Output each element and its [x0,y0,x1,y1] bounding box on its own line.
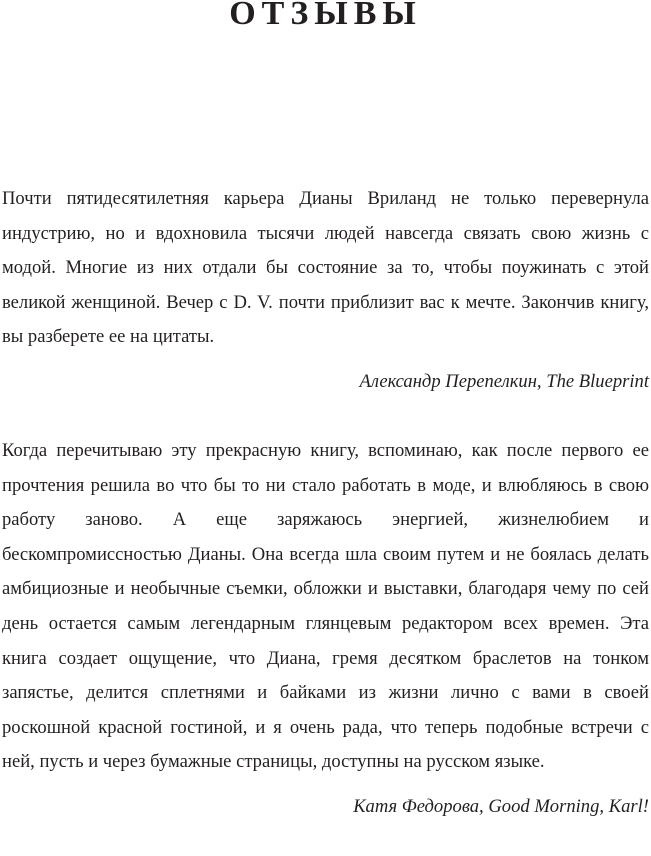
review-author: Александр Перепелкин, The Blueprint [359,370,649,392]
page-title: ОТЗЫВЫ [229,0,422,32]
review-text: Почти пятидесятилетняя карьера Дианы Вриланд не только перевернула индустрию, но и вдохновила тысячи людей навсегда связать свою жизнь с модой. Многие из них отдали бы состояние за то, чтобы поужинать с этой великой женщиной. Вечер с D. V. почти приблизит вас к мечте. Закончив книгу, вы разберете ее на цитаты. [2,188,649,348]
review-2 [2,434,649,824]
review-author: Катя Федорова, Good Morning, Karl! [353,795,649,817]
review-1 [2,182,649,399]
review-text: Когда перечитываю эту прекрасную книгу, вспоминаю, как после первого ее прочтения решила во что бы то ни стало работать в моде, и влюбляюсь в свою работу заново. А еще заряжаюсь энергией, жизнелюбием и бескомпромиссностью Дианы. Она всегда шла своим путем и не боялась делать амбициозные и необычные съемки, обложки и выставки, благодаря чему по сей день остается самым легендарным глянцевым редактором всех времен. Эта книга создает ощущение, что Диана, гремя десятком браслетов на тонком запястье, делится сплетнями и байками из жизни лично с вами в своей роскошной красной гостиной, и я очень рада, что теперь подобные встречи с ней, пусть и через бумажные страницы, доступны на русском языке. [2,440,649,773]
